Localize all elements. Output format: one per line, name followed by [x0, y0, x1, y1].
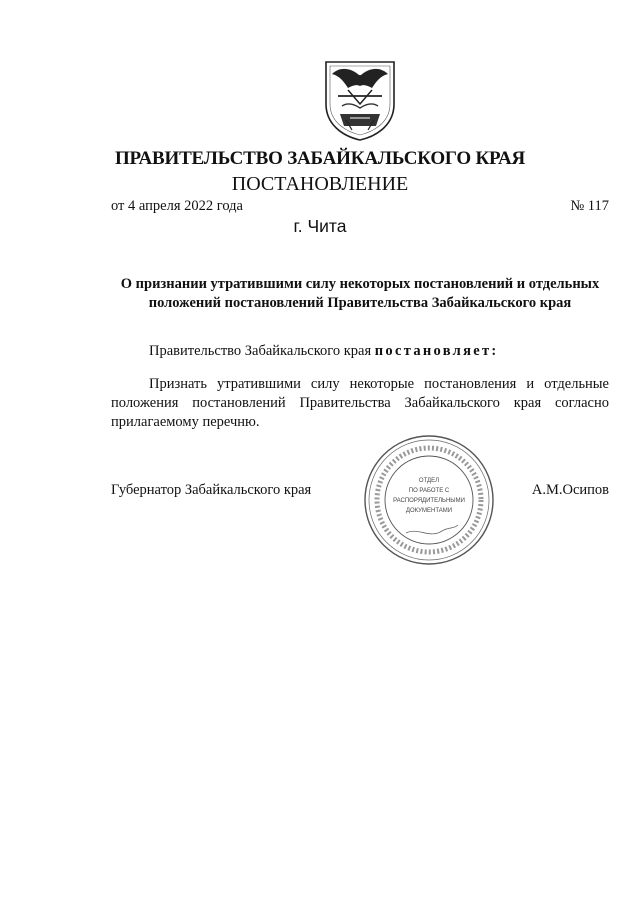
document-city: г. Чита	[293, 216, 347, 236]
document-type: ПОСТАНОВЛЕНИЕ	[231, 173, 409, 195]
stamp-line-1: ОТДЕЛ	[418, 478, 440, 484]
stamp-line-3: РАСПОРЯДИТЕЛЬНЫМИ	[393, 498, 465, 504]
document-heading: О признании утратившими силу некоторых постановлений и отдельных положений постановлений Правительства Забайкальского края	[120, 276, 600, 311]
official-stamp	[362, 433, 496, 567]
document-number: № 117	[570, 198, 609, 214]
body-paragraph: Признать утратившими силу некоторые постановления и отдельные положения постановлений Правительства Забайкальского края согласно прилагаемому перечню.	[111, 376, 609, 430]
stamp-line-2: ПО РАБОТЕ С	[408, 488, 450, 494]
decree-word: постановляет:	[374, 343, 499, 359]
stamp-line-4: ДОКУМЕНТАМИ	[405, 508, 453, 514]
coat-of-arms-icon	[322, 58, 398, 142]
intro-paragraph	[149, 343, 499, 360]
signer-title: Губернатор Забайкальского края	[111, 482, 312, 498]
signer-name: А.М.Осипов	[531, 482, 609, 498]
intro-text: Правительство Забайкальского края	[149, 343, 372, 359]
government-title: ПРАВИТЕЛЬСТВО ЗАБАЙКАЛЬСКОГО КРАЯ	[114, 148, 526, 169]
document-date: от 4 апреля 2022 года	[111, 198, 243, 214]
